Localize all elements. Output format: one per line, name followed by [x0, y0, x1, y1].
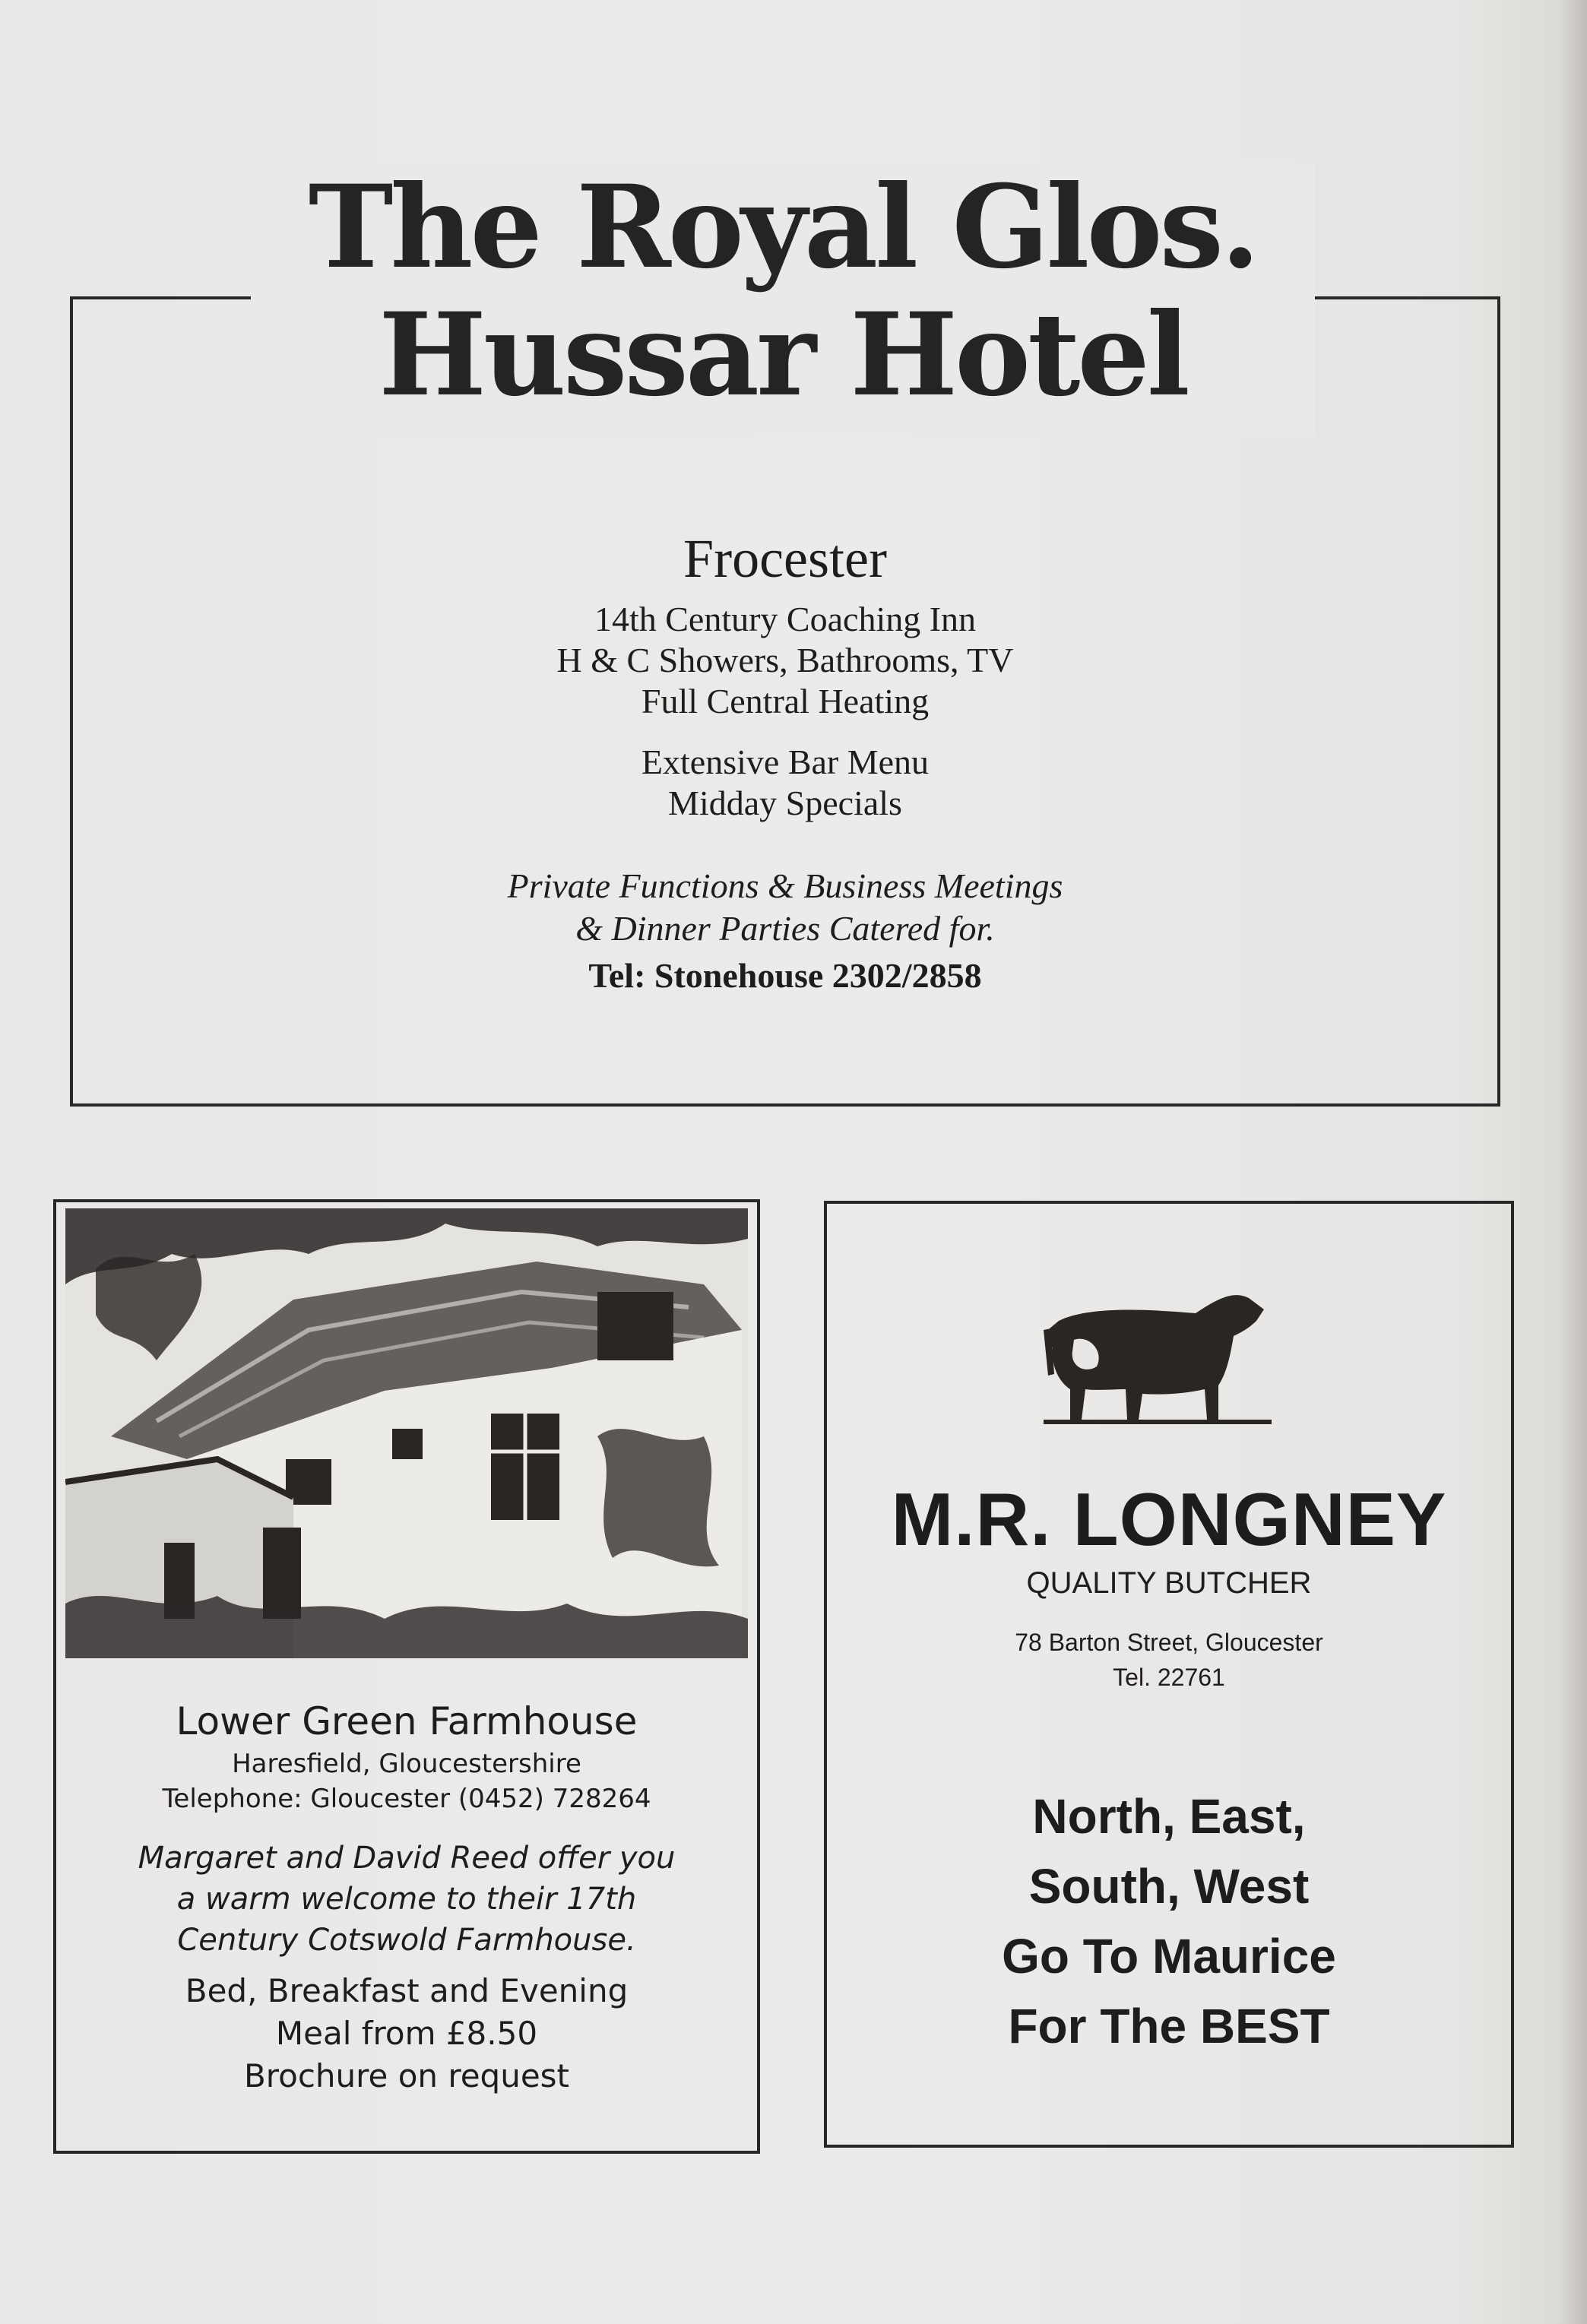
farmhouse-offer-line: Brochure on request — [243, 2057, 570, 2094]
butcher-advert — [824, 1201, 1514, 2148]
butcher-slogan-line: For The BEST — [1008, 1999, 1330, 2053]
farmhouse-telephone: Telephone: Gloucester (0452) 728264 — [162, 1784, 651, 1814]
butcher-slogan — [827, 1781, 1511, 2061]
hotel-functions-line: Private Functions & Business Meetings — [507, 866, 1063, 905]
hotel-menu-item: Midday Specials — [668, 784, 902, 822]
hotel-location: Frocester — [683, 528, 887, 589]
page-edge-shadow — [1557, 0, 1587, 2324]
butcher-slogan-line: South, West — [1028, 1859, 1310, 1914]
farmhouse-welcome-line: Century Cotswold Farmhouse. — [177, 1923, 636, 1958]
butcher-address: 78 Barton Street, Gloucester — [1015, 1629, 1323, 1656]
hotel-menu-item: Extensive Bar Menu — [641, 742, 930, 781]
farmhouse-welcome-line: a warm welcome to their 17th — [176, 1882, 637, 1917]
farmhouse-name: Lower Green Farmhouse — [176, 1699, 638, 1743]
hotel-title-line-1: The Royal Glos. — [308, 160, 1258, 294]
butcher-telephone: Tel. 22761 — [1113, 1664, 1225, 1691]
butcher-tagline: QUALITY BUTCHER — [1026, 1566, 1312, 1600]
hotel-feature: Full Central Heating — [641, 682, 930, 720]
hotel-feature: H & C Showers, Bathrooms, TV — [556, 641, 1014, 679]
hotel-feature: 14th Century Coaching Inn — [594, 600, 977, 638]
farmhouse-welcome-line: Margaret and David Reed offer you — [138, 1841, 676, 1876]
hotel-telephone: Tel: Stonehouse 2302/2858 — [588, 956, 982, 995]
farmhouse-text — [56, 1696, 757, 2098]
hotel-functions-line: & Dinner Parties Catered for. — [575, 909, 995, 948]
farmhouse-offer-line: Meal from £8.50 — [275, 2015, 538, 2052]
hotel-title-line-2: Hussar Hotel — [379, 288, 1187, 422]
butcher-slogan-line: North, East, — [1032, 1789, 1306, 1844]
farmhouse-offer-line: Bed, Breakfast and Evening — [185, 1972, 629, 2009]
farmhouse-advert — [53, 1199, 760, 2154]
cow-icon — [1044, 1275, 1272, 1427]
hotel-advert-body — [70, 524, 1500, 999]
butcher-slogan-line: Go To Maurice — [1002, 1929, 1336, 1984]
butcher-name: M.R. LONGNEY — [891, 1477, 1447, 1561]
hotel-title — [251, 160, 1315, 437]
farmhouse-sketch-icon — [65, 1208, 748, 1658]
farmhouse-location: Haresfield, Gloucestershire — [232, 1749, 581, 1779]
